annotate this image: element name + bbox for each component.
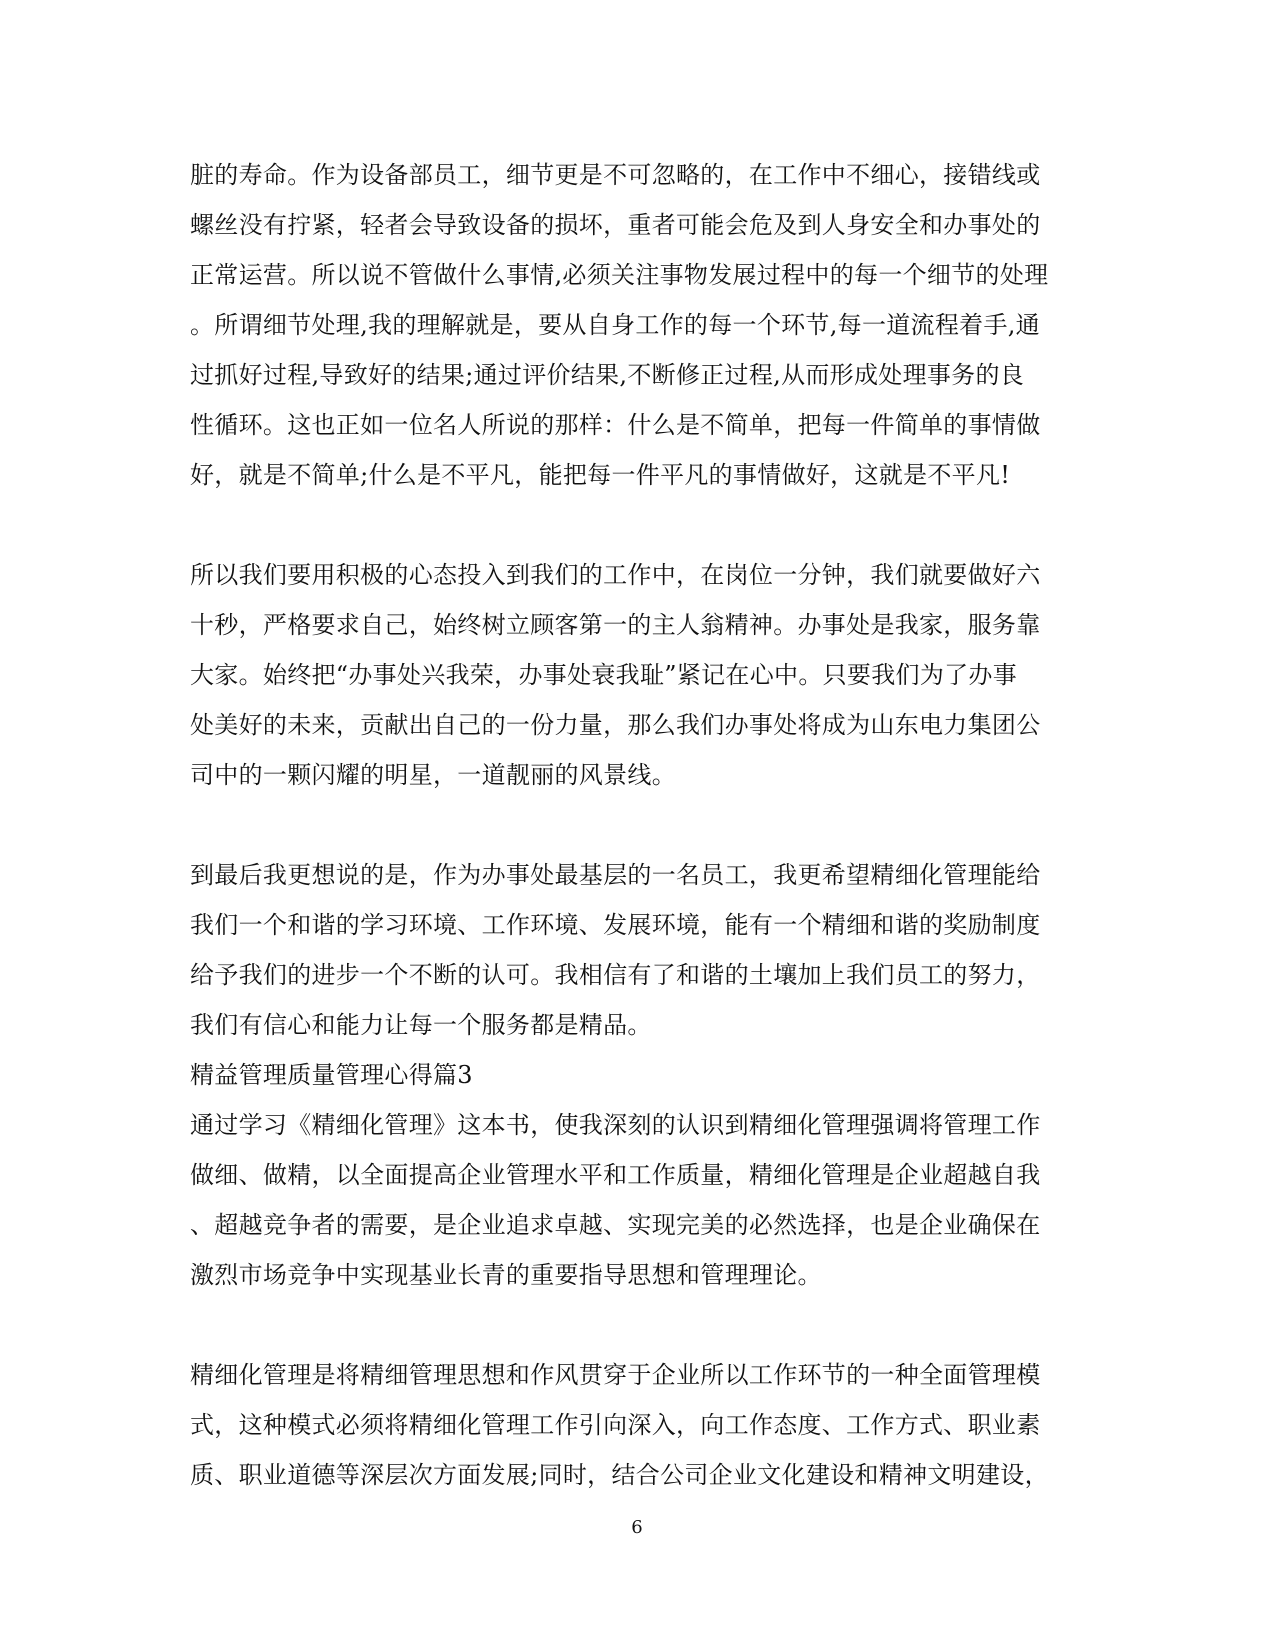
text-line: 。所谓细节处理,我的理解就是，要从自身工作的每一个环节,每一道流程着手,通 (190, 311, 1040, 339)
paragraph-gap (190, 1300, 1090, 1350)
text-line: 式，这种模式必须将精细化管理工作引向深入，向工作态度、工作方式、职业素 (190, 1411, 1041, 1439)
text-line: 十秒，严格要求自己，始终树立顾客第一的主人翁精神。办事处是我家，服务靠 (190, 611, 1041, 639)
text-line: 我们一个和谐的学习环境、工作环境、发展环境，能有一个精细和谐的奖励制度 (190, 911, 1041, 939)
text-line: 通过学习《精细化管理》这本书，使我深刻的认识到精细化管理强调将管理工作 (190, 1111, 1041, 1139)
text-line: 处美好的未来，贡献出自己的一份力量，那么我们办事处将成为山东电力集团公 (190, 711, 1041, 739)
text-line: 到最后我更想说的是，作为办事处最基层的一名员工，我更希望精细化管理能给 (190, 861, 1041, 889)
text-line: 给予我们的进步一个不断的认可。我相信有了和谐的土壤加上我们员工的努力， (190, 961, 1041, 989)
text-line: 螺丝没有拧紧，轻者会导致设备的损坏，重者可能会危及到人身安全和办事处的 (190, 211, 1041, 239)
text-line: 、超越竞争者的需要，是企业追求卓越、实现完美的必然选择，也是企业确保在 (190, 1211, 1041, 1239)
text-line: 精细化管理是将精细管理思想和作风贯穿于企业所以工作环节的一种全面管理模 (190, 1361, 1041, 1389)
text-line: 好，就是不简单;什么是不平凡，能把每一件平凡的事情做好，这就是不平凡! (190, 461, 1011, 489)
page-number: 6 (631, 1517, 643, 1538)
paragraph-gap (190, 800, 1090, 850)
text-line: 性循环。这也正如一位名人所说的那样：什么是不简单，把每一件简单的事情做 (190, 411, 1041, 439)
text-line: 质、职业道德等深层次方面发展;同时，结合公司企业文化建设和精神文明建设， (190, 1461, 1049, 1489)
text-line: 我们有信心和能力让每一个服务都是精品。 (190, 1011, 652, 1039)
paragraph-gap (190, 500, 1090, 550)
text-line: 正常运营。所以说不管做什么事情,必须关注事物发展过程中的每一个细节的处理 (190, 261, 1049, 289)
text-line: 过抓好过程,导致好的结果;通过评价结果,不断修正过程,从而形成处理事务的良 (190, 361, 1025, 389)
text-line: 大家。始终把“办事处兴我荣，办事处衰我耻”紧记在心中。只要我们为了办事 (190, 661, 1018, 689)
text-line: 脏的寿命。作为设备部员工，细节更是不可忽略的，在工作中不细心，接错线或 (190, 161, 1041, 189)
text-line: 做细、做精，以全面提高企业管理水平和工作质量，精细化管理是企业超越自我 (190, 1161, 1041, 1189)
document-body (190, 150, 1090, 1500)
text-line: 所以我们要用积极的心态投入到我们的工作中，在岗位一分钟，我们就要做好六 (190, 561, 1041, 589)
text-line: 激烈市场竞争中实现基业长青的重要指导思想和管理理论。 (190, 1261, 822, 1289)
text-line: 司中的一颗闪耀的明星，一道靓丽的风景线。 (190, 761, 676, 789)
text-line: 精益管理质量管理心得篇3 (190, 1061, 473, 1089)
